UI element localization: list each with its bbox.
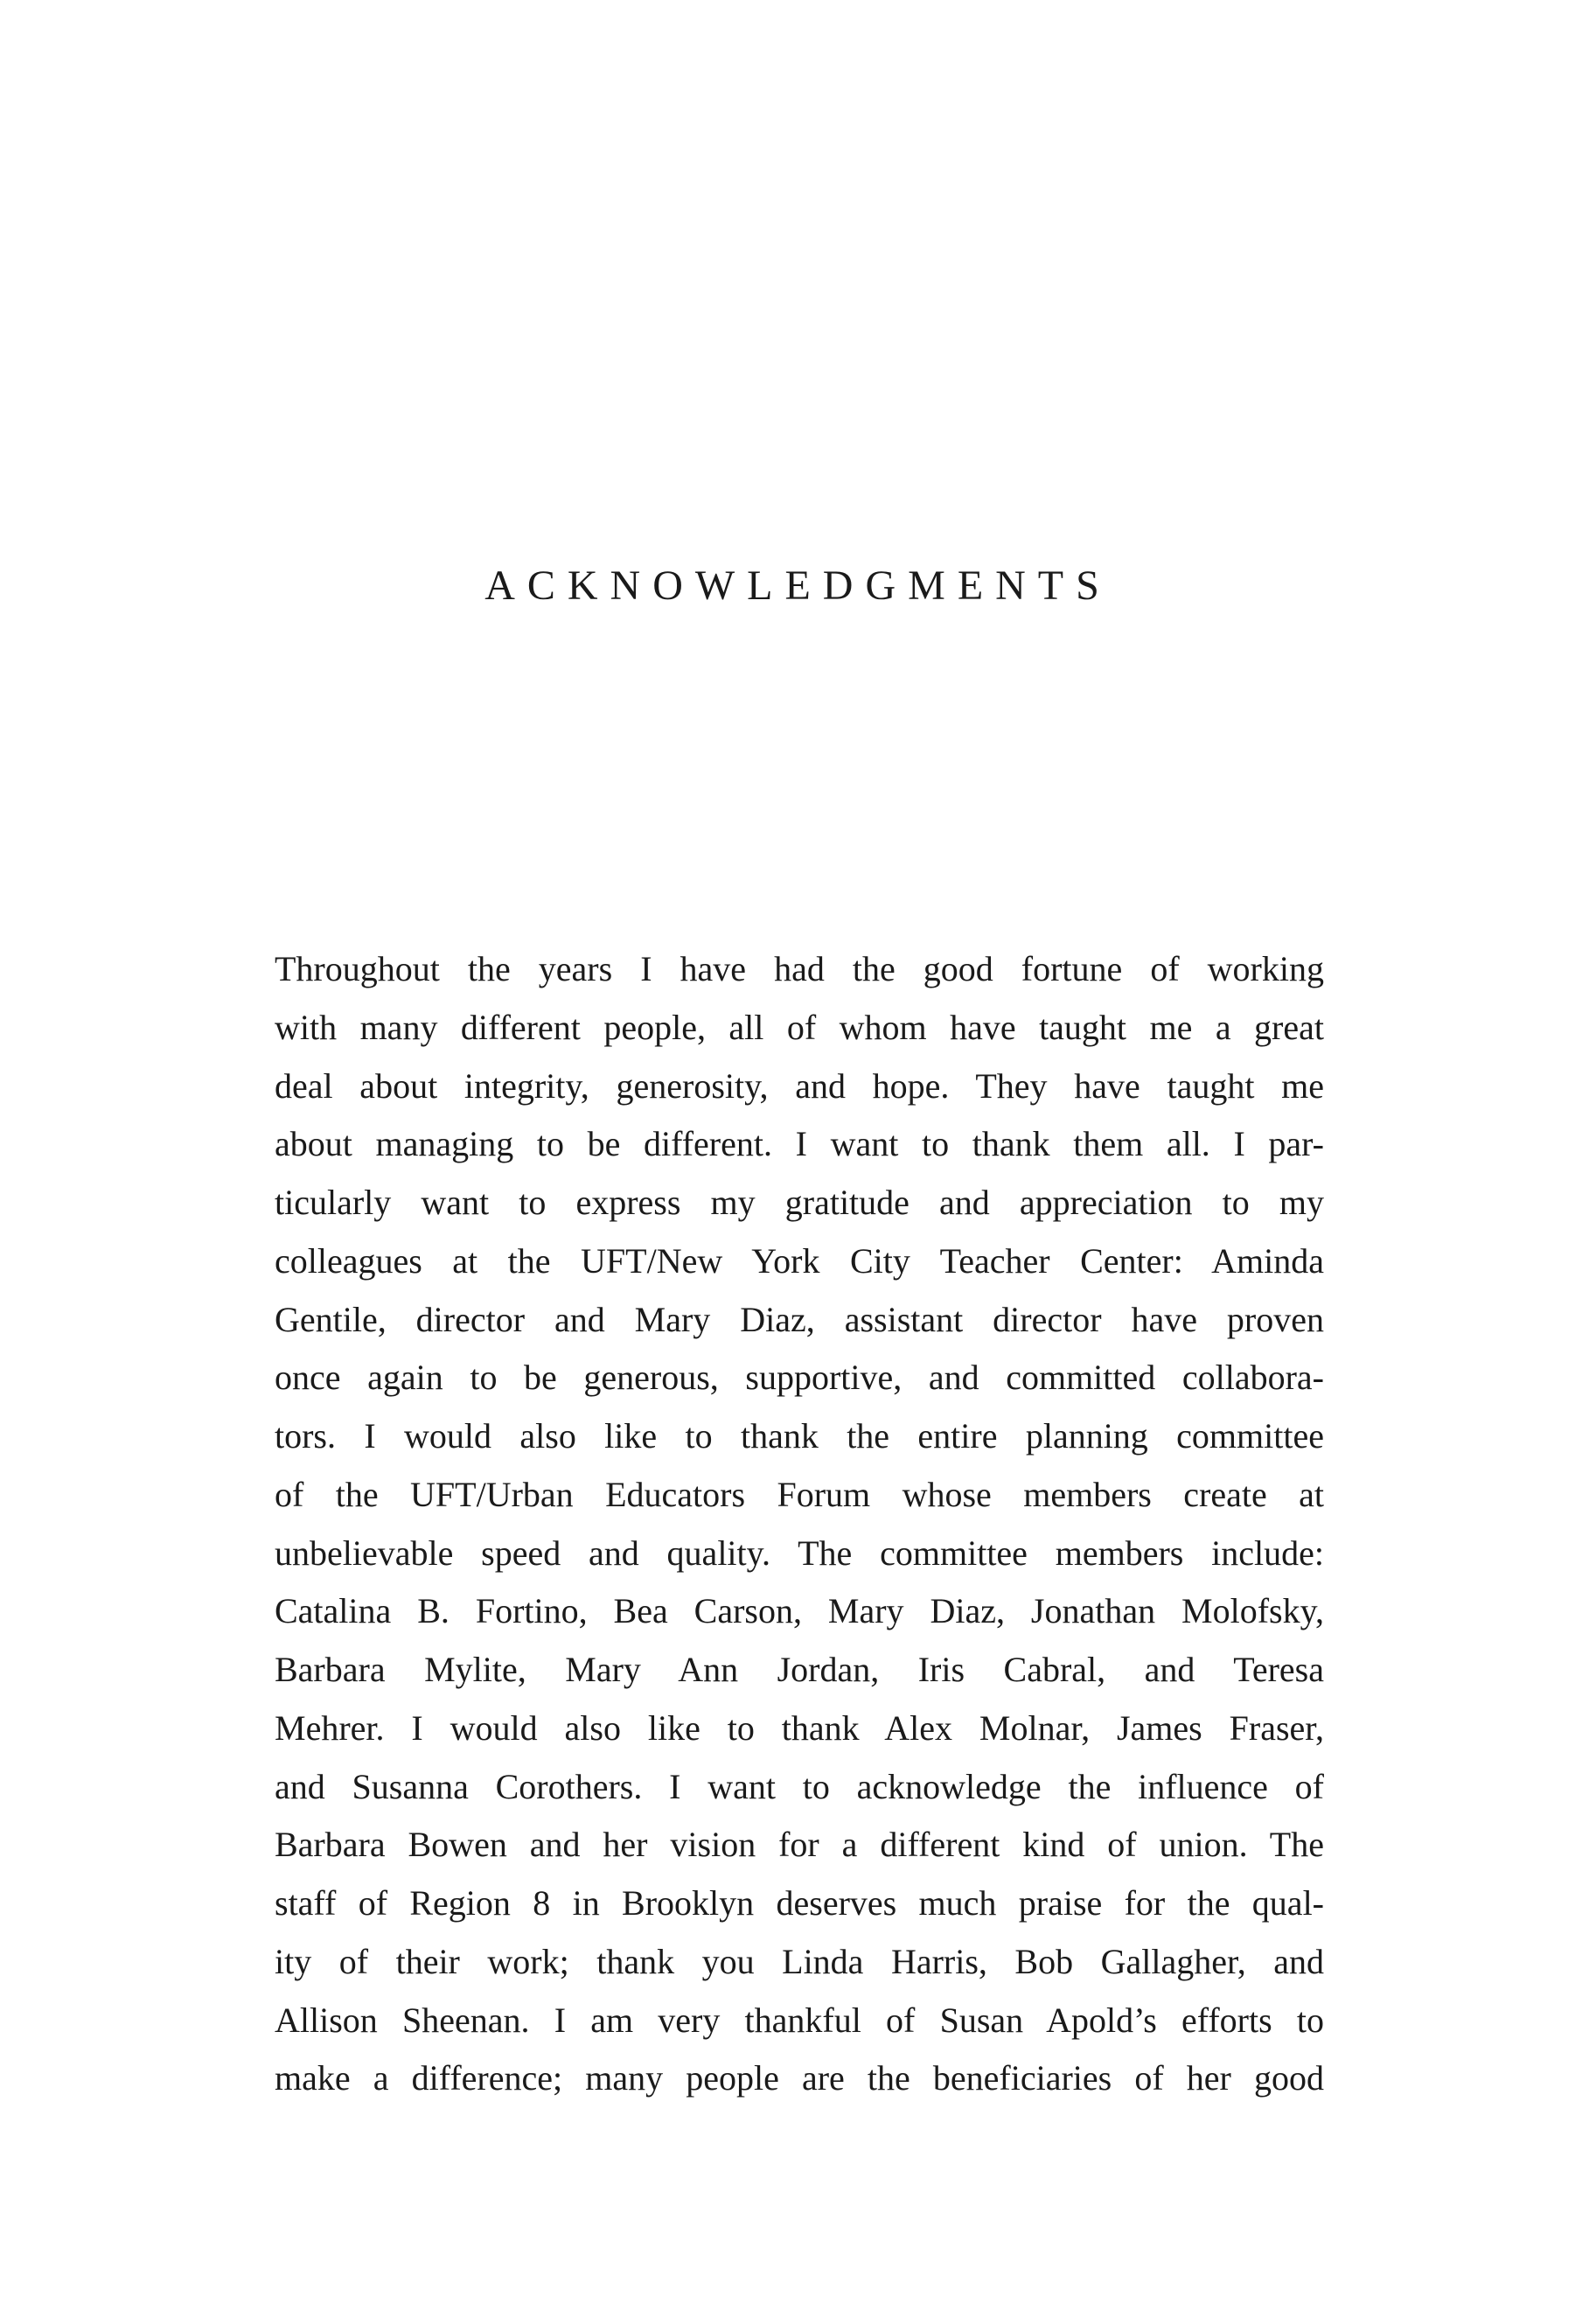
text-line: Throughout the years I have had the good fortune of working <box>275 949 1324 988</box>
text-line: with many different people, all of whom have taught me a great <box>275 1007 1324 1047</box>
text-line: make a difference; many people are the beneficiaries of her good <box>275 2058 1324 2098</box>
text-line: of the UFT/Urban Educators Forum whose members create at <box>275 1474 1324 1514</box>
text-line: Mehrer. I would also like to thank Alex Molnar, James Fraser, <box>275 1707 1324 1748</box>
text-line: tors. I would also like to thank the entire planning committee <box>275 1416 1324 1456</box>
text-line: Allison Sheenan. I am very thankful of Susan Apold’s efforts to <box>275 2000 1324 2040</box>
text-line: ity of their work; thank you Linda Harris, Bob Gallagher, and <box>275 1941 1324 1981</box>
page-title: ACKNOWLEDGMENTS <box>484 562 1112 609</box>
text-line: Catalina B. Fortino, Bea Carson, Mary Diaz, Jonathan Molofsky, <box>275 1591 1324 1631</box>
text-line: Gentile, director and Mary Diaz, assistant director have proven <box>275 1299 1324 1339</box>
text-line: colleagues at the UFT/New York City Teacher Center: Aminda <box>275 1240 1324 1281</box>
text-line: ticularly want to express my gratitude and appreciation to my <box>275 1183 1324 1222</box>
text-line: Barbara Bowen and her vision for a different kind of union. The <box>275 1825 1324 1865</box>
text-line: deal about integrity, generosity, and hope. They have taught me <box>275 1065 1324 1106</box>
text-line: Barbara Mylite, Mary Ann Jordan, Iris Cabral, and Teresa <box>275 1650 1324 1689</box>
text-line: and Susanna Corothers. I want to acknowledge the influence of <box>275 1766 1324 1806</box>
acknowledgments-paragraph <box>275 940 1324 2108</box>
text-line: staff of Region 8 in Brooklyn deserves much praise for the qual- <box>275 1883 1324 1923</box>
text-line: about managing to be different. I want to thank them all. I par- <box>275 1124 1324 1164</box>
text-line: once again to be generous, supportive, and committed collabora- <box>275 1358 1324 1398</box>
text-line: unbelievable speed and quality. The committee members include: <box>275 1533 1324 1573</box>
